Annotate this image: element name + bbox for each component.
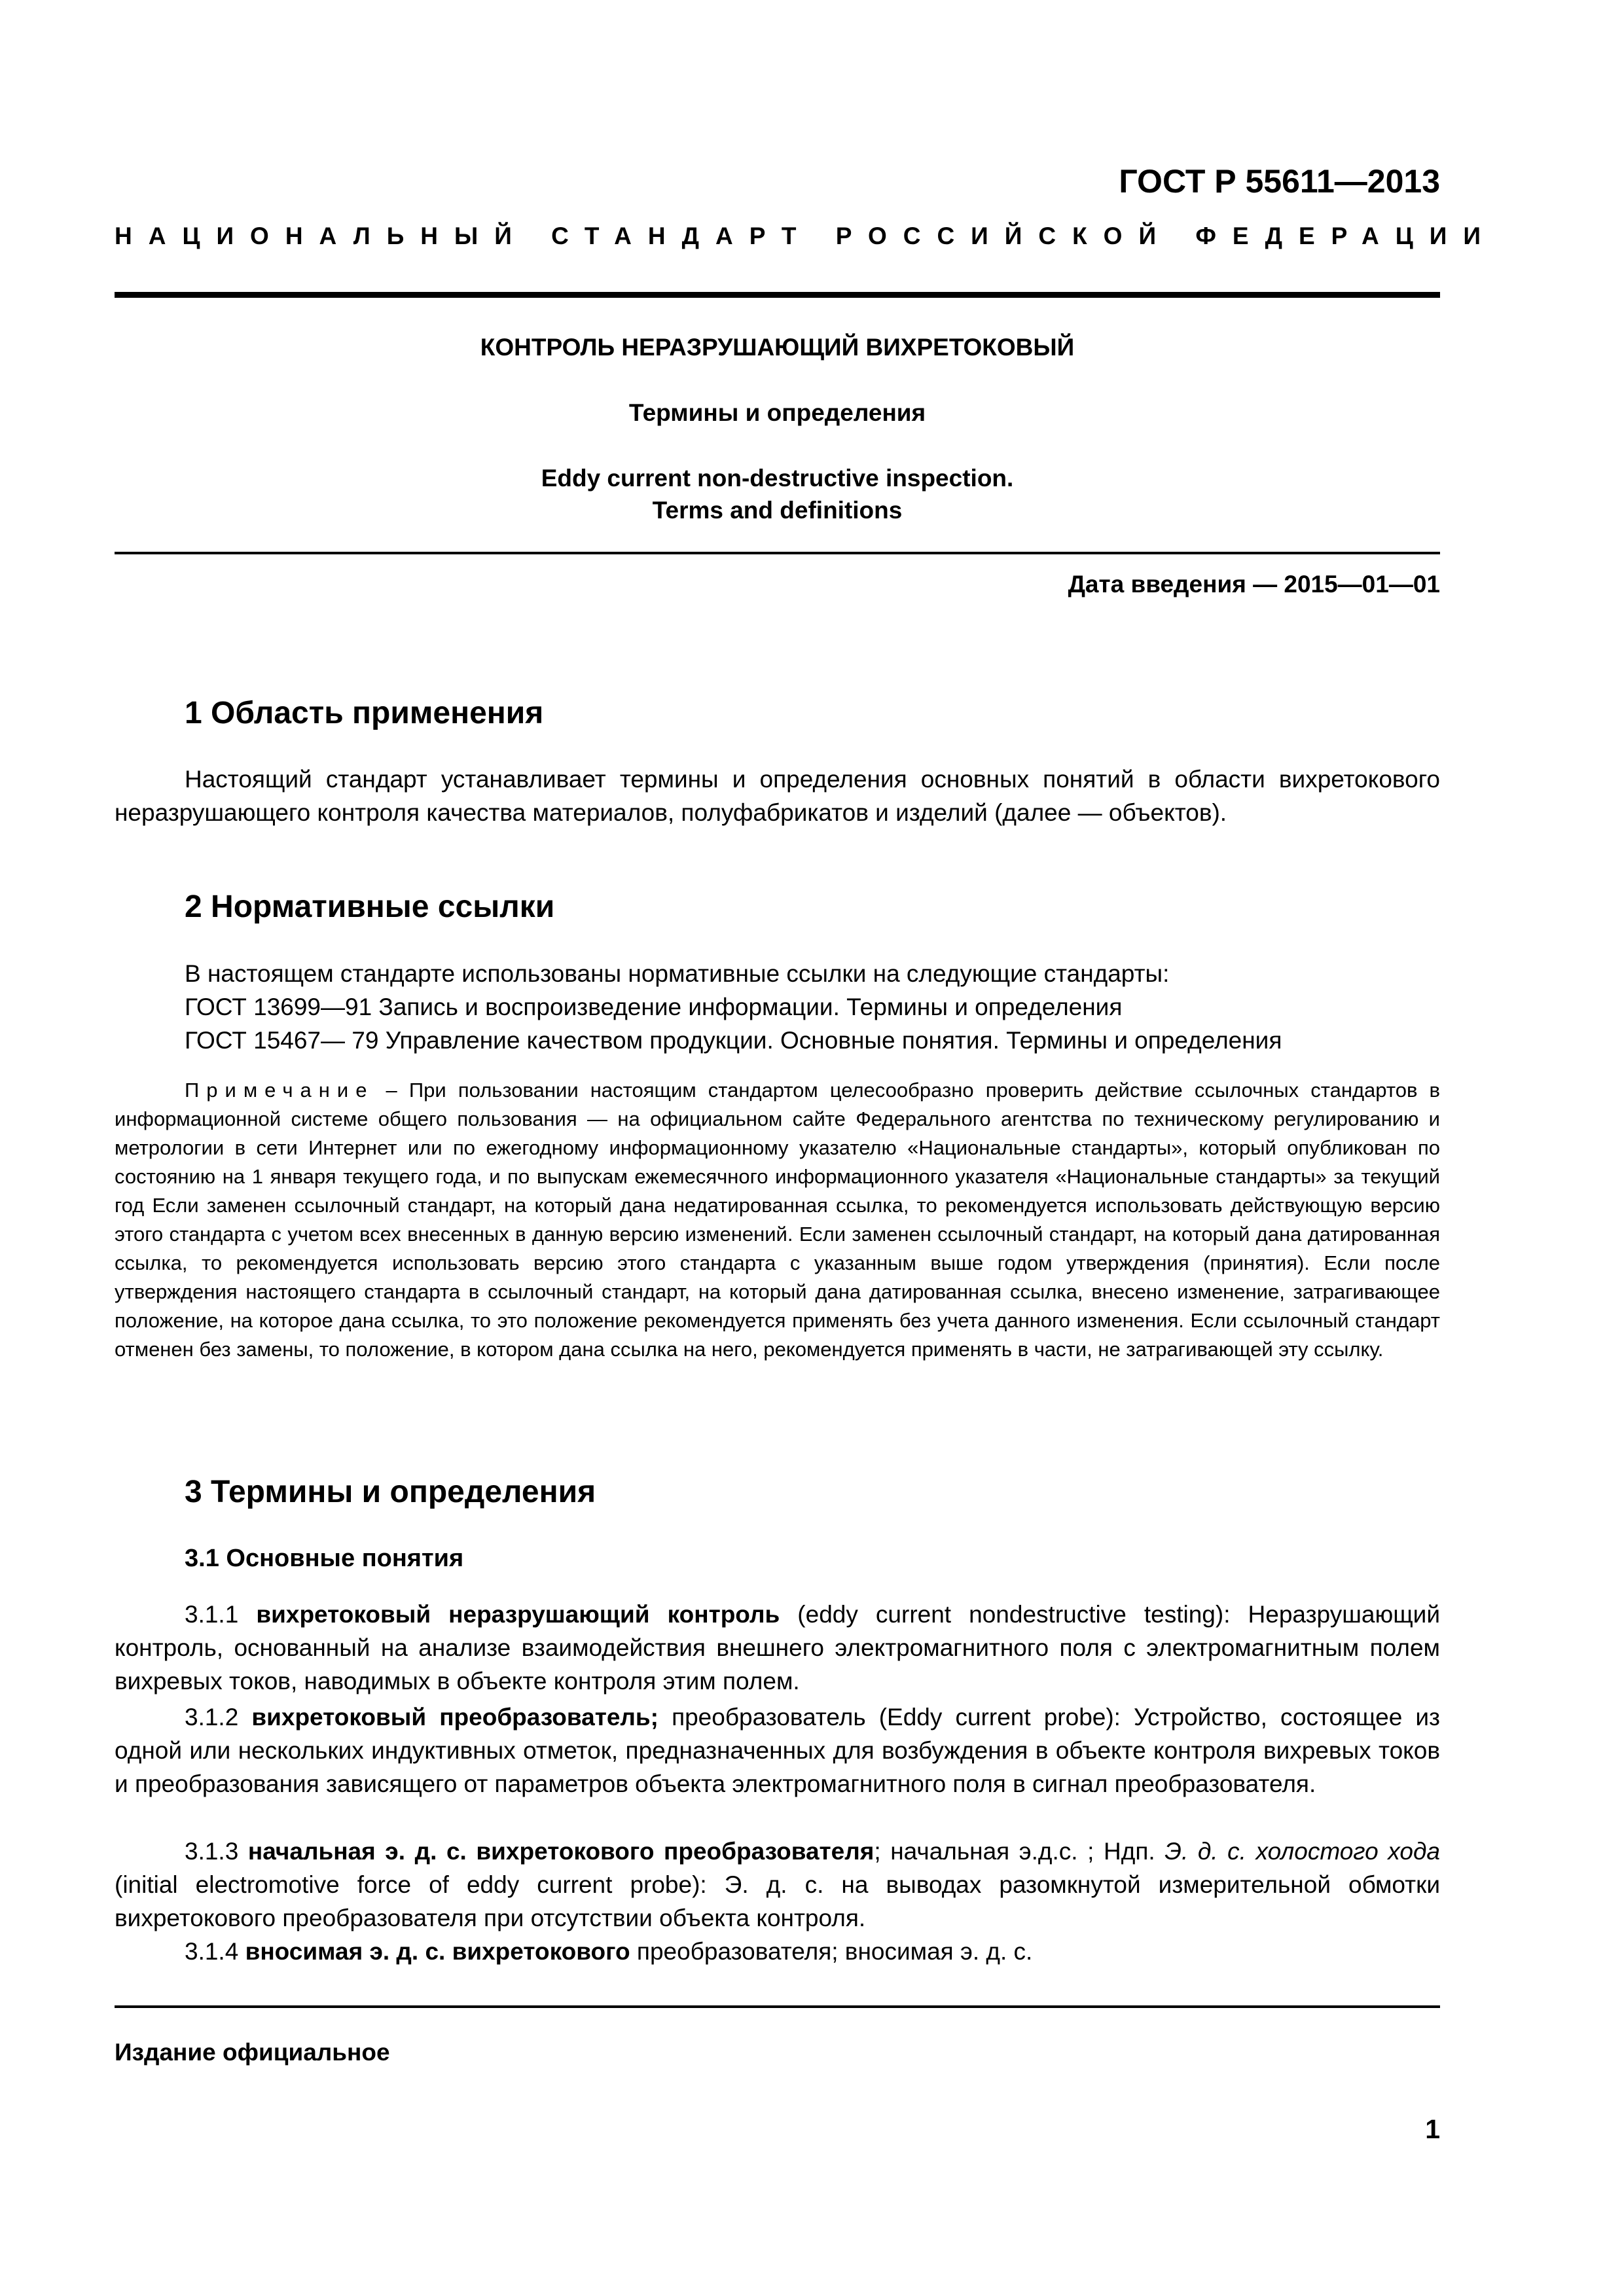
page-number: 1 <box>1425 2114 1440 2144</box>
term-definition: преобразователь (Eddy current probe): Устройство, состоящее из одной или нескольких индуктивных отметок, предназначенных для возбуждения в объекте контроля вихревых токов и преобразования зависящего от параметров объекта электромагнитного поля в сигнал преобразователя. <box>115 1704 1440 1797</box>
document-title-english <box>115 462 1440 526</box>
document-title: КОНТРОЛЬ НЕРАЗРУШАЮЩИЙ ВИХРЕТОКОВЫЙ <box>480 334 1075 361</box>
term-definition: (initial electromotive force of eddy current probe): Э. д. с. на выводах разомкнутой измерительной обмотки вихретокового преобразователя при отсутствии объекта контроля. <box>115 1871 1440 1931</box>
references-intro: В настоящем стандарте использованы нормативные ссылки на следующие стандарты: <box>185 960 1170 987</box>
header-rule <box>115 292 1440 298</box>
term-number: 3.1.1 <box>185 1601 257 1628</box>
english-title-line-1: Eddy current non-destructive inspection. <box>541 465 1014 492</box>
term-entry-3-1-4 <box>115 1935 1440 1968</box>
term-entry-3-1-3 <box>115 1835 1440 1935</box>
footer-rule <box>115 2005 1440 2008</box>
term-definition: преобразователя; вносимая э. д. с. <box>630 1938 1033 1965</box>
term-name: начальная э. д. с. вихретокового преобразователя <box>247 1838 875 1865</box>
term-name: вносимая э. д. с. вихретокового <box>245 1938 630 1965</box>
note-text: – При пользовании настоящим стандартом целесообразно проверить действие ссылочных стандартов в информационной системе общего пользования — на официальном сайте Федерального агентства по техническому регулированию и метрологии в сети Интернет или по ежегодному информационному указателю «Национальные стандарты», который опубликован по состоянию на 1 января текущего года, и по выпускам ежемесячного информационного указателя «Национальные стандарты» за текущий год Если заменен ссылочный стандарт, на который дана недатированная ссылка, то рекомендуется использовать действующую версию этого стандарта с учетом всех внесенных в данную версию изменений. Если заменен ссылочный стандарт, на который дана датированная ссылка, то рекомендуется использовать версию этого стандарта с указанным выше годом утверждения (принятия). Если после утверждения настоящего стандарта в ссылочный стандарт, на который дана датированная ссылка, внесено изменение, затрагивающее положение, на которое дана ссылка, то это положение рекомендуется применять без учета данного изменения. Если ссылочный стандарт отменен без замены, то положение, в котором дана ссылка на него, рекомендуется применять в части, не затрагивающей эту ссылку. <box>115 1079 1440 1361</box>
english-title-line-2: Terms and definitions <box>652 497 903 524</box>
national-standard-banner: НАЦИОНАЛЬНЫЙ СТАНДАРТ РОССИЙСКОЙ ФЕДЕРАЦИИ <box>115 223 1497 249</box>
reference-item: ГОСТ 13699—91 Запись и воспроизведение информации. Термины и определения <box>185 994 1123 1020</box>
term-name: вихретоковый преобразователь; <box>251 1704 659 1731</box>
reference-item: ГОСТ 15467— 79 Управление качеством продукции. Основные понятия. Термины и определения <box>185 1027 1282 1054</box>
term-definition: ; начальная э.д.с. ; Ндп. <box>874 1838 1165 1865</box>
section-1-heading: 1 Область применения <box>185 696 544 730</box>
deprecated-term: Э. д. с. холостого хода <box>1164 1838 1440 1865</box>
official-edition-label: Издание официальное <box>115 2039 390 2066</box>
section-2-heading: 2 Нормативные ссылки <box>185 889 555 924</box>
term-name: вихретоковый неразрушающий контроль <box>256 1601 780 1628</box>
subsection-3-1-heading: 3.1 Основные понятия <box>185 1545 464 1572</box>
term-number: 3.1.2 <box>185 1704 252 1731</box>
term-entry-3-1-2 <box>115 1700 1440 1801</box>
term-number: 3.1.4 <box>185 1938 245 1965</box>
term-definition: (eddy current nondestructive testing): Неразрушающий контроль, основанный на анализе взаимодействия внешнего электромагнитного поля с электромагнитным полем вихревых токов, наводимых в объекте контроля этим полем. <box>115 1601 1440 1695</box>
reference-note <box>115 1076 1440 1364</box>
note-label: Примечание <box>185 1079 374 1102</box>
standard-code: ГОСТ Р 55611—2013 <box>1119 163 1440 200</box>
document-subtitle: Термины и определения <box>628 399 926 426</box>
title-rule <box>115 552 1440 554</box>
normative-references <box>115 957 1440 1057</box>
term-number: 3.1.3 <box>185 1838 248 1865</box>
term-entry-3-1-1 <box>115 1598 1440 1698</box>
section-3-heading: 3 Термины и определения <box>185 1475 596 1509</box>
introduction-date: Дата введения — 2015—01—01 <box>1068 571 1440 598</box>
section-1-text: Настоящий стандарт устанавливает термины и определения основных понятий в области вихретокового неразрушающего контроля качества материалов, полуфабрикатов и изделий (далее — объектов). <box>115 766 1440 826</box>
